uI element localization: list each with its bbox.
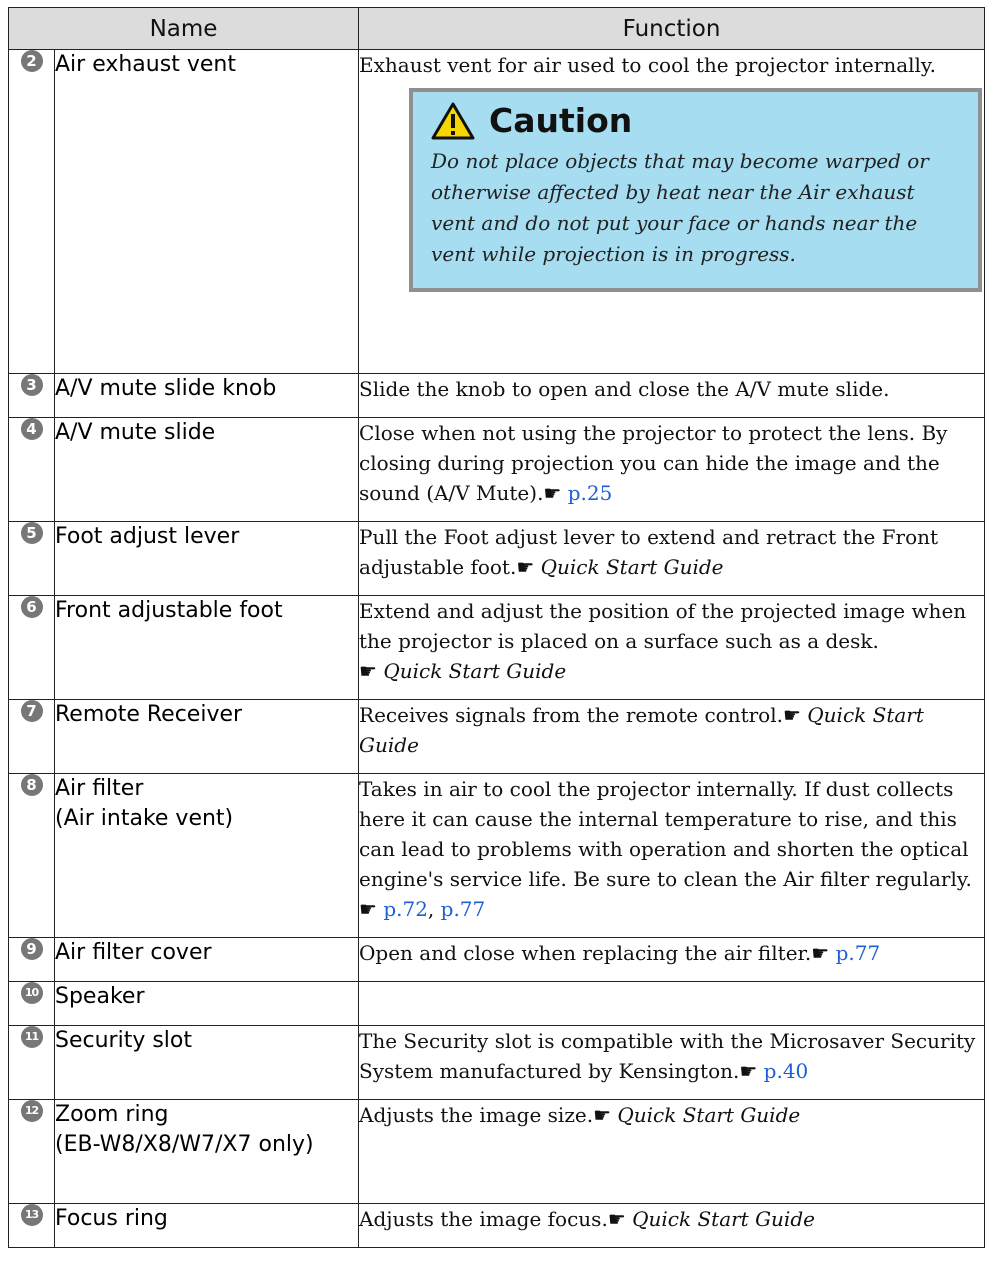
pointing-hand-icon: ☛ [593,1103,611,1127]
pointing-hand-icon: ☛ [739,1059,758,1083]
part-name: Front adjustable foot [55,598,283,623]
part-name: Focus ring [55,1206,168,1231]
pointing-hand-icon: ☛ [607,1207,626,1231]
caution-text: Do not place objects that may become warped or otherwise affected by heat near the Air exhaust vent and do not put your face or hands near the vent while projection is in progress. [431,149,929,266]
part-function: Adjusts the image size. [359,1103,594,1127]
part-name: Remote Receiver [55,702,243,727]
header-function: Function [359,8,985,50]
table-header-row [9,8,985,50]
table-row [9,522,985,596]
part-name: Air filter [55,776,144,801]
pointing-hand-icon: ☛ [811,941,830,965]
part-name: A/V mute slide [55,420,216,445]
caution-title: Caution [489,101,633,140]
pointing-hand-icon: ☛ [516,555,535,579]
item-number-badge: 4 [21,418,43,440]
guide-reference: Quick Start Guide [632,1207,815,1231]
item-number-badge: 8 [21,774,43,796]
part-function: Open and close when replacing the air filter. [359,941,812,965]
table-row [9,596,985,700]
page-link[interactable]: p.25 [567,481,613,505]
parts-function-table [8,7,985,1248]
part-function: Close when not using the projector to protect the lens. By closing during projection you can hide the image and the sound (A/V Mute). [359,421,948,505]
part-name-detail: (Air intake vent) [55,806,234,831]
guide-reference: Quick Start Guide [359,703,924,757]
table-row [9,50,985,374]
item-number-badge: 13 [21,1204,43,1226]
page-link[interactable]: p.77 [440,897,486,921]
part-function: Slide the knob to open and close the A/V mute slide. [359,377,890,401]
part-name: Speaker [55,984,145,1009]
item-number-badge: 5 [21,522,43,544]
part-function: Receives signals from the remote control. [359,703,783,727]
part-name: Zoom ring [55,1102,169,1127]
part-name: Security slot [55,1028,192,1053]
part-name: Air filter cover [55,940,212,965]
item-number-badge: 9 [21,938,43,960]
item-number-badge: 3 [21,374,43,396]
part-name: A/V mute slide knob [55,376,277,401]
table-row [9,938,985,982]
part-function: Pull the Foot adjust lever to extend and retract the Front adjustable foot. [359,525,939,579]
table-row [9,1100,985,1204]
guide-reference: Quick Start Guide [540,555,724,579]
part-name: Foot adjust lever [55,524,240,549]
guide-reference: Quick Start Guide [617,1103,801,1127]
table-row [9,418,985,522]
part-function: Adjusts the image focus. [359,1207,608,1231]
table-row: 8 Air filter (Air intake vent) Takes in air to cool the projector internally. If dust collects here it can cause the internal temperature to rise, and this can lead to problems with operation and shorten the optical engine's service life. Be sure to clean the Air filter regularly. ☛ p.72, p.77 [9,774,985,938]
item-number-badge: 7 [21,700,43,722]
part-function: Takes in air to cool the projector internally. If dust collects here it can cause the internal temperature to rise, and this can lead to problems with operation and shorten the optical engine's service life. Be sure to clean the Air filter regularly. [359,777,972,891]
guide-reference: Quick Start Guide [383,659,567,683]
table-row [9,1204,985,1248]
part-function: Extend and adjust the position of the projected image when the projector is placed on a surface such as a desk. [359,599,967,653]
item-number-badge: 11 [21,1026,43,1048]
item-number-badge: 6 [21,596,43,618]
page-link[interactable]: p.72 [383,897,428,921]
warning-triangle-icon [431,102,475,140]
pointing-hand-icon: ☛ [543,481,562,505]
header-name: Name [9,8,359,50]
pointing-hand-icon: ☛ [359,897,377,921]
part-name: Air exhaust vent [55,52,236,77]
item-number-badge: 10 [21,982,43,1004]
table-row [9,1026,985,1100]
part-function: The Security slot is compatible with the Microsaver Security System manufactured by Kensington. [359,1029,976,1083]
table-row [9,982,985,1026]
page-link[interactable]: p.40 [763,1059,809,1083]
table-row [9,374,985,418]
part-name-detail: (EB-W8/X8/W7/X7 only) [55,1132,314,1157]
part-function: Exhaust vent for air used to cool the projector internally. [359,53,936,77]
item-number-badge: 12 [21,1100,43,1122]
item-number-badge: 2 [21,50,43,72]
caution-box [409,88,982,292]
pointing-hand-icon: ☛ [782,703,801,727]
table-row [9,700,985,774]
page-link[interactable]: p.77 [835,941,881,965]
pointing-hand-icon: ☛ [359,659,377,683]
